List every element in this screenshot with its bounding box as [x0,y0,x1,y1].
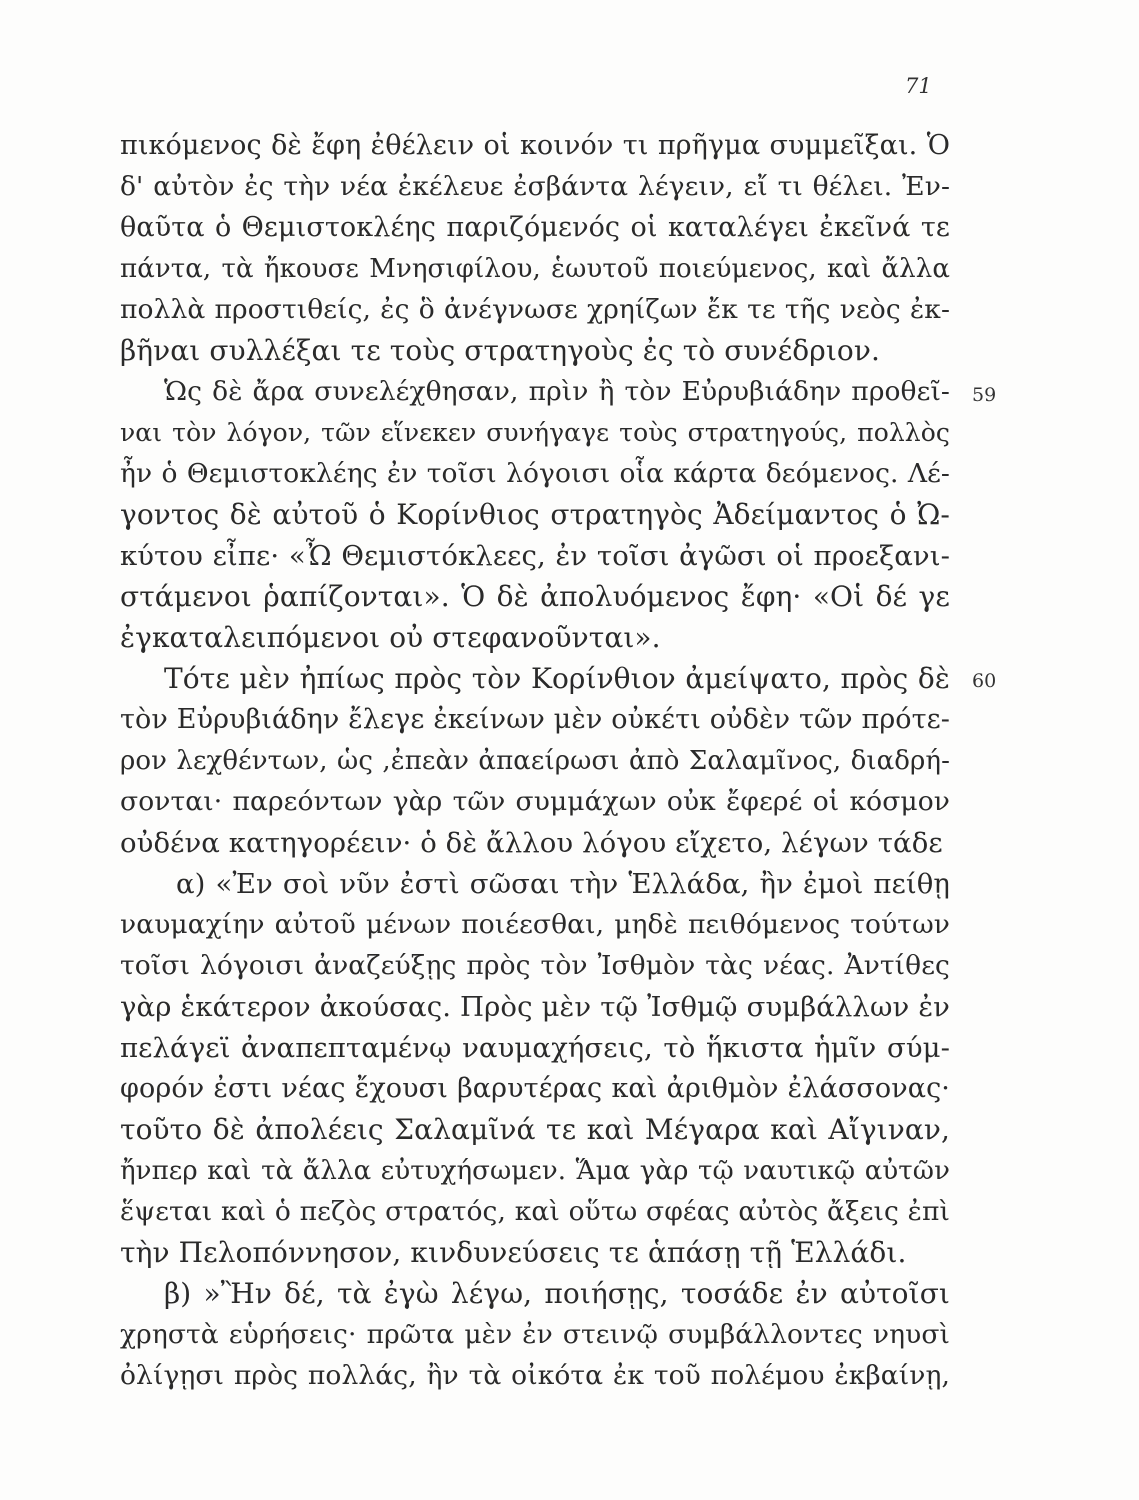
text-line: πάντα, τὰ ἤκουσε Μνησιφίλου, ἑωυτοῦ ποιεύμενος, καὶ ἄλλα [120,254,950,284]
text-line: ἕψεται καὶ ὁ πεζὸς στρατός, καὶ οὕτω σφέας αὐτὸς ἄξεις ἐπὶ [120,1196,950,1227]
text-line: γοντος δὲ αὐτοῦ ὁ Κορίνθιος στρατηγὸς Ἀδείμαντος ὁ Ὠ- [120,498,950,531]
text-line: ἤνπερ καὶ τὰ ἄλλα εὐτυχήσωμεν. Ἅμα γὰρ τῷ ναυτικῷ αὐτῶν [120,1156,950,1186]
text-line: χρηστὰ εὑρήσεις· πρῶτα μὲν ἐν στεινῷ συμβάλλοντες νηυσὶ [120,1319,950,1350]
text-line: ναυμαχίην αὐτοῦ μένων ποιέεσθαι, μηδὲ πειθόμενος τούτων [120,909,950,940]
text-line: ρον λεχθέντων, ὡς ,ἐπεὰν ἀπαείρωσι ἀπὸ Σαλαμῖνος, διαδρή- [120,746,950,776]
text-line: ἦν ὁ Θεμιστοκλέης ἐν τοῖσι λόγοισι οἷα κάρτα δεόμενος. Λέ- [120,458,950,489]
section-number: 59 [972,384,997,406]
text-line: πολλὰ προστιθείς, ἐς ὃ ἀνέγνωσε χρηίζων ἔκ τε τῆς νεὸς ἐκ- [120,294,950,325]
text-line: Ὡς δὲ ἄρα συνελέχθησαν, πρὶν ἢ τὸν Εὐρυβιάδην προθεῖ- [164,376,950,407]
text-line: τοῖσι λόγοισι ἀναζεύξῃς πρὸς τὸν Ἰσθμὸν τὰς νέας. Ἀντίθες [120,950,950,981]
text-line: πελάγεϊ ἀναπεπταμένῳ ναυμαχήσεις, τὸ ἥκιστα ἡμῖν σύμ- [120,1032,950,1064]
text-line: βῆναι συλλέξαι τε τοὺς στρατηγοὺς ἐς τὸ συνέδριον. [120,334,880,367]
text-line: φορόν ἐστι νέας ἔχουσι βαρυτέρας καὶ ἀριθμὸν ἐλάσσονας· [120,1073,950,1104]
text-line: τὸν Εὐρυβιάδην ἔλεγε ἐκείνων μὲν οὐκέτι οὐδὲν τῶν πρότε- [120,704,950,735]
text-line: α) «Ἐν σοὶ νῦν ἐστὶ σῶσαι τὴν Ἑλλάδα, ἢν ἐμοὶ πείθῃ [176,868,950,900]
text-line: πικόμενος δὲ ἔφη ἐθέλειν οἱ κοινόν τι πρῆγμα συμμεῖξαι. Ὁ [120,130,950,161]
text-line: Τότε μὲν ἠπίως πρὸς τὸν Κορίνθιον ἀμείψατο, πρὸς δὲ [164,662,950,695]
text-line: ἐγκαταλειπόμενοι οὐ στεφανοῦνται». [120,621,661,654]
text-line: κύτου εἶπε· «Ὦ Θεμιστόκλεες, ἐν τοῖσι ἀγῶσι οἱ προεξανι- [120,540,950,572]
text-line: οὐδένα κατηγορέειν· ὁ δὲ ἄλλου λόγου εἴχετο, λέγων τάδε [120,827,943,859]
text-line: ὀλίγῃσι πρὸς πολλάς, ἢν τὰ οἰκότα ἐκ τοῦ πολέμου ἐκβαίνῃ, [120,1360,950,1391]
text-line: τὴν Πελοπόννησον, κινδυνεύσεις τε ἁπάσῃ τῇ Ἑλλάδι. [120,1236,907,1269]
text-line: σονται· παρεόντων γὰρ τῶν συμμάχων οὐκ ἔφερέ οἱ κόσμον [120,786,950,817]
text-line: θαῦτα ὁ Θεμιστοκλέης παριζόμενός οἱ καταλέγει ἐκεῖνά τε [120,212,950,243]
text-line: στάμενοι ῥαπίζονται». Ὁ δὲ ἀπολυόμενος ἔφη· «Οἱ δέ γε [120,580,950,613]
text-line: β) »Ἢν δέ, τὰ ἐγὼ λέγω, ποιήσῃς, τοσάδε ἐν αὐτοῖσι [164,1277,950,1310]
text-line: δ' αὐτὸν ἐς τὴν νέα ἐκέλευε ἐσβάντα λέγειν, εἴ τι θέλει. Ἐν- [120,171,950,202]
text-line: ναι τὸν λόγον, τῶν εἵνεκεν συνήγαγε τοὺς στρατηγούς, πολλὸς [120,418,950,447]
text-line: γὰρ ἑκάτερον ἀκούσας. Πρὸς μὲν τῷ Ἰσθμῷ συμβάλλων ἐν [120,991,950,1023]
section-number: 60 [972,670,997,692]
text-line: τοῦτο δὲ ἀπολέεις Σαλαμῖνά τε καὶ Μέγαρα καὶ Αἴγιναν, [120,1113,950,1146]
page-number: 71 [905,74,932,98]
